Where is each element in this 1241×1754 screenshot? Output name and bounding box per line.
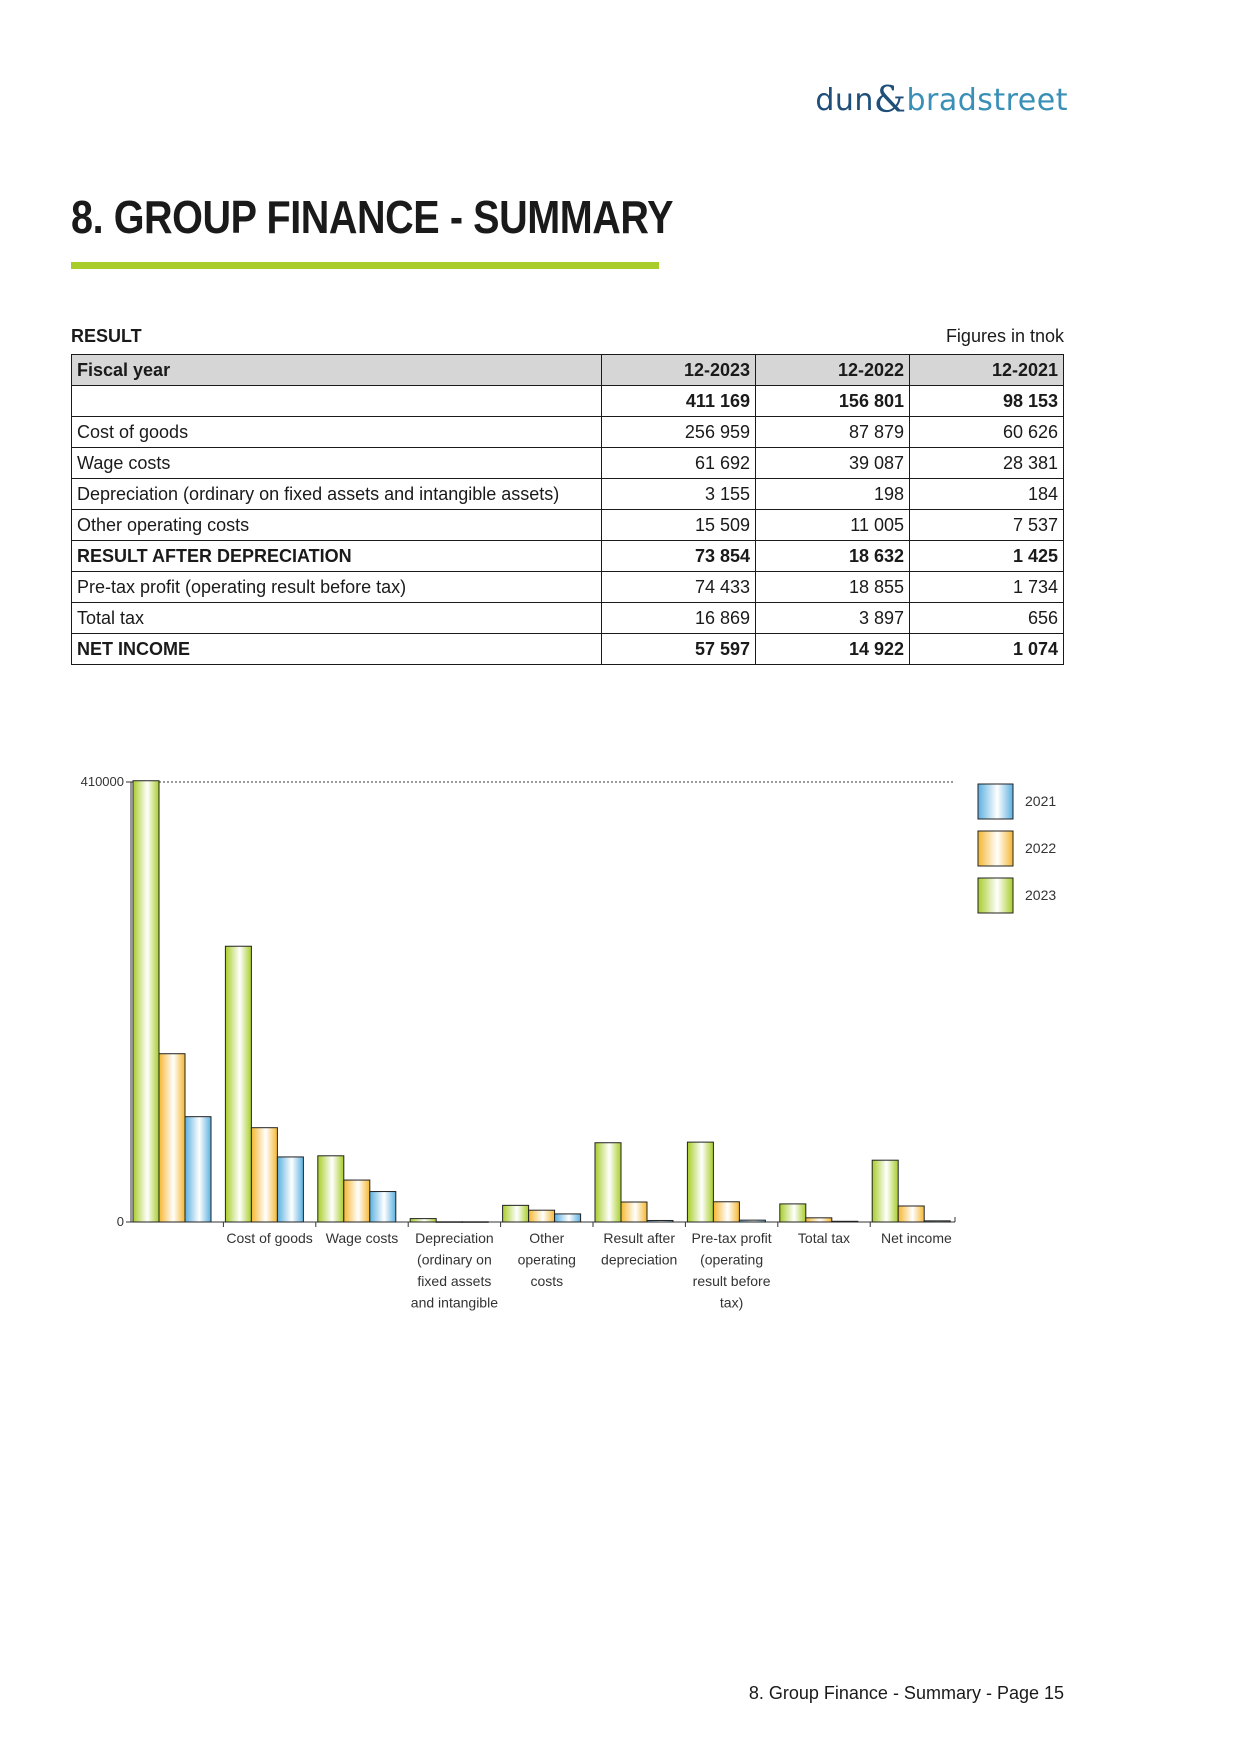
row-value: 18 632 [756, 541, 910, 572]
header-cell: 12-2022 [756, 355, 910, 386]
row-value: 74 433 [602, 572, 756, 603]
row-label [72, 386, 602, 417]
row-value: 11 005 [756, 510, 910, 541]
row-label: Cost of goods [72, 417, 602, 448]
bar-2023 [318, 1156, 344, 1222]
title-underline [71, 262, 659, 269]
row-label: NET INCOME [72, 634, 602, 665]
header-cell: 12-2021 [910, 355, 1064, 386]
bar-2022 [621, 1202, 647, 1222]
row-value: 18 855 [756, 572, 910, 603]
bar-2022 [713, 1202, 739, 1222]
x-tick-label: Other [529, 1230, 565, 1246]
legend-swatch-2023 [978, 878, 1013, 913]
row-value: 256 959 [602, 417, 756, 448]
bar-2023 [410, 1219, 436, 1222]
bar-2022 [529, 1210, 555, 1222]
x-tick-label: Wage costs [325, 1230, 399, 1246]
table-row [72, 417, 1064, 448]
x-tick-label: tax) [719, 1294, 744, 1311]
row-value: 87 879 [756, 417, 910, 448]
table-row [72, 510, 1064, 541]
bar-2022 [806, 1218, 832, 1222]
row-value: 156 801 [756, 386, 910, 417]
x-tick-label: (operating [700, 1251, 764, 1268]
row-value: 57 597 [602, 634, 756, 665]
row-label: RESULT AFTER DEPRECIATION [72, 541, 602, 572]
bar-2021 [370, 1192, 396, 1222]
bar-2023 [225, 946, 251, 1222]
logo-ampersand: & [873, 80, 907, 121]
bar-2023 [687, 1142, 713, 1222]
section-label: RESULT [71, 326, 142, 346]
row-value: 60 626 [910, 417, 1064, 448]
row-value: 15 509 [602, 510, 756, 541]
header-cell: Fiscal year [72, 355, 602, 386]
row-value: 14 922 [756, 634, 910, 665]
row-value: 3 155 [602, 479, 756, 510]
row-value: 98 153 [910, 386, 1064, 417]
bar-2021 [924, 1221, 950, 1222]
table-row [72, 603, 1064, 634]
row-value: 39 087 [756, 448, 910, 479]
x-tick-label: result before [692, 1273, 771, 1289]
row-value: 656 [910, 603, 1064, 634]
x-tick-label: fixed assets [417, 1273, 492, 1289]
x-tick-label: Cost of goods [226, 1230, 313, 1246]
row-value: 7 537 [910, 510, 1064, 541]
bar-2021 [462, 1222, 488, 1223]
row-value: 28 381 [910, 448, 1064, 479]
y-tick-label: 0 [116, 1214, 124, 1229]
bar-2021 [647, 1220, 673, 1222]
row-label: Depreciation (ordinary on fixed assets and intangible assets) [72, 479, 602, 510]
bar-2023 [872, 1160, 898, 1222]
table-row [72, 572, 1064, 603]
figures-note: Figures in tnok [945, 326, 1064, 346]
row-label: Wage costs [72, 448, 602, 479]
row-label: Pre-tax profit (operating result before tax) [72, 572, 602, 603]
row-value: 198 [756, 479, 910, 510]
bar-2021 [739, 1220, 765, 1222]
table-row [72, 541, 1064, 572]
row-value: 73 854 [602, 541, 756, 572]
legend-label: 2023 [1025, 887, 1057, 903]
bar-2023 [595, 1143, 621, 1222]
row-value: 1 425 [910, 541, 1064, 572]
bar-2023 [780, 1204, 806, 1222]
bar-2022 [251, 1128, 277, 1222]
row-value: 16 869 [602, 603, 756, 634]
bar-2021 [832, 1221, 858, 1222]
row-label: Other operating costs [72, 510, 602, 541]
bar-2022 [436, 1222, 462, 1223]
logo-text-bradstreet: bradstreet [906, 83, 1068, 118]
bar-2023 [503, 1205, 529, 1222]
table-row [72, 448, 1064, 479]
legend-swatch-2022 [978, 831, 1013, 866]
table-header-row [72, 355, 1064, 386]
x-tick-label: operating [517, 1251, 576, 1268]
result-bar-chart [0, 760, 1241, 1360]
table-row [72, 634, 1064, 665]
x-tick-label: depreciation [601, 1251, 678, 1268]
x-tick-label: Total tax [797, 1230, 851, 1246]
row-value: 3 897 [756, 603, 910, 634]
x-tick-label: Result after [603, 1230, 675, 1246]
x-tick-label: costs [530, 1273, 564, 1289]
bar-2021 [185, 1117, 211, 1222]
table-row [72, 386, 1064, 417]
legend-label: 2022 [1025, 840, 1057, 856]
row-value: 1 074 [910, 634, 1064, 665]
bar-2021 [555, 1214, 581, 1222]
bar-2022 [898, 1206, 924, 1222]
x-tick-label: and intangible [410, 1294, 498, 1311]
x-tick-label: (ordinary on [417, 1251, 492, 1268]
company-logo [815, 78, 1068, 119]
legend-label: 2021 [1025, 793, 1057, 809]
page-footer: 8. Group Finance - Summary - Page 15 [748, 1683, 1064, 1703]
logo-text-dun: dun [815, 83, 874, 118]
header-cell: 12-2023 [602, 355, 756, 386]
result-table [71, 354, 1064, 665]
y-tick-label: 410000 [80, 774, 124, 789]
row-value: 184 [910, 479, 1064, 510]
page-title: 8. GROUP FINANCE - SUMMARY [71, 191, 674, 243]
bar-2023 [133, 781, 159, 1222]
row-value: 1 734 [910, 572, 1064, 603]
table-body [72, 386, 1064, 665]
row-label: Total tax [72, 603, 602, 634]
bar-2022 [344, 1180, 370, 1222]
bar-2021 [277, 1157, 303, 1222]
table-row [72, 479, 1064, 510]
x-tick-label: Net income [880, 1230, 952, 1246]
x-tick-label: Pre-tax profit [691, 1230, 772, 1246]
legend-swatch-2021 [978, 784, 1013, 819]
row-value: 411 169 [602, 386, 756, 417]
row-value: 61 692 [602, 448, 756, 479]
x-tick-label: Depreciation [415, 1230, 494, 1246]
bar-2022 [159, 1054, 185, 1222]
